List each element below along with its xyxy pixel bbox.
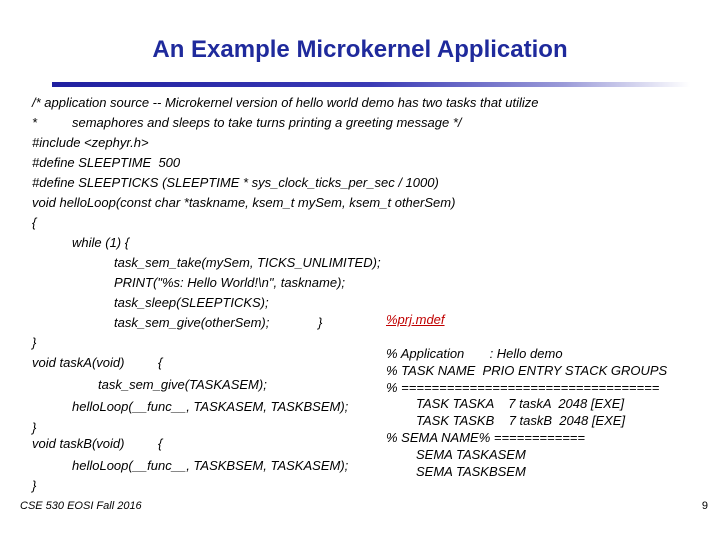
code-line: #include <zephyr.h> — [32, 135, 149, 150]
code-line: * — [32, 115, 38, 130]
code-line: semaphores and sleeps to take turns printing a greeting message */ — [72, 115, 462, 130]
code-line: } — [32, 420, 37, 435]
mdef-filename: %prj.mdef — [386, 312, 445, 327]
page-number: 9 — [701, 500, 708, 512]
code-line: } — [318, 315, 323, 330]
mdef-line: % SEMA NAME% ============ — [386, 430, 585, 445]
code-line: /* application source -- Microkernel version of hello world demo has two tasks that utilize — [32, 95, 539, 110]
mdef-line: % ================================== — [386, 380, 660, 395]
code-line: #define SLEEPTIME 500 — [32, 155, 181, 170]
code-line: void helloLoop(const char *taskname, ksem_t mySem, ksem_t otherSem) — [32, 195, 456, 210]
code-line: task_sem_give(TASKASEM); — [98, 377, 267, 392]
code-line: while (1) { — [72, 235, 130, 250]
code-line: helloLoop(__func__, TASKBSEM, TASKASEM); — [72, 458, 349, 473]
mdef-line: TASK TASKA 7 taskA 2048 [EXE] — [416, 396, 625, 411]
code-line: helloLoop(__func__, TASKASEM, TASKBSEM); — [72, 399, 349, 414]
mdef-line: TASK TASKB 7 taskB 2048 [EXE] — [416, 413, 626, 428]
code-line: task_sleep(SLEEPTICKS); — [114, 295, 269, 310]
code-line: { — [32, 215, 37, 230]
mdef-line: SEMA TASKASEM — [416, 447, 526, 462]
slide-title: An Example Microkernel Application — [152, 36, 568, 63]
code-line: } — [32, 478, 37, 493]
mdef-line: % Application : Hello demo — [386, 346, 563, 361]
code-line: void taskA(void) — [32, 355, 125, 370]
code-line: PRINT("%s: Hello World!\n", taskname); — [114, 275, 346, 290]
mdef-line: % TASK NAME PRIO ENTRY STACK GROUPS — [386, 363, 668, 378]
code-line: { — [158, 436, 163, 451]
code-line: { — [158, 355, 163, 370]
mdef-line: SEMA TASKBSEM — [416, 464, 526, 479]
slide-footer: CSE 530 EOSI Fall 2016 — [20, 500, 142, 512]
title-underline — [52, 82, 690, 87]
code-line: } — [32, 335, 37, 350]
code-line: void taskB(void) — [32, 436, 125, 451]
code-line: task_sem_give(otherSem); — [114, 315, 270, 330]
code-line: task_sem_take(mySem, TICKS_UNLIMITED); — [114, 255, 381, 270]
code-line: #define SLEEPTICKS (SLEEPTIME * sys_clock_ticks_per_sec / 1000) — [32, 175, 439, 190]
